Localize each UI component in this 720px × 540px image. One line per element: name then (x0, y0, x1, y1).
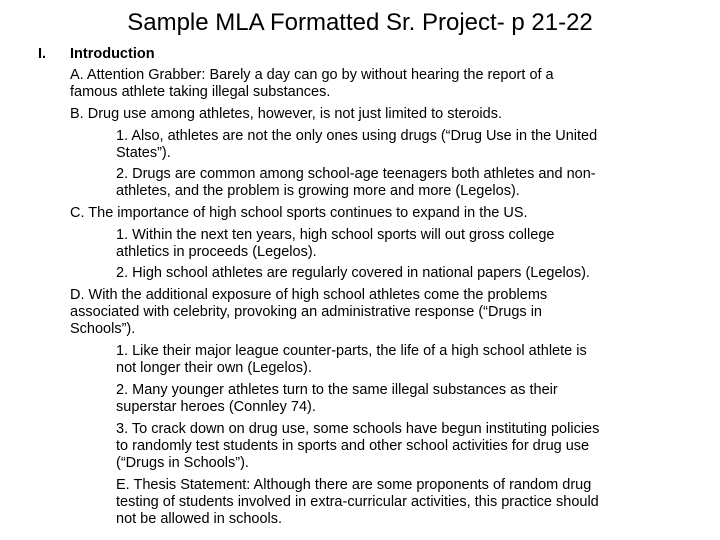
outline-line: 1. Within the next ten years, high school sports will out gross college (116, 227, 555, 243)
outline-line: 2. Many younger athletes turn to the same illegal substances as their (116, 382, 558, 398)
outline-line: 2. High school athletes are regularly covered in national papers (Legelos). (116, 265, 590, 281)
outline-line: 3. To crack down on drug use, some schools have begun instituting policies (116, 421, 600, 437)
outline-line: D. With the additional exposure of high school athletes come the problems (70, 287, 548, 303)
outline-line: to randomly test students in sports and other school activities for drug use (116, 438, 590, 454)
outline-line: testing of students involved in extra-curricular activities, this practice should (116, 494, 599, 510)
outline-line: associated with celebrity, provoking an administrative response (“Drugs in (70, 304, 543, 320)
outline-line: 2. Drugs are common among school-age teenagers both athletes and non- (116, 166, 596, 182)
outline-line: superstar heroes (Connley 74). (116, 399, 316, 415)
outline-line: not longer their own (Legelos). (116, 360, 312, 376)
outline-line: A. Attention Grabber: Barely a day can go by without hearing the report of a (70, 67, 554, 83)
outline-line: not be allowed in schools. (116, 511, 283, 527)
section-heading: Introduction (70, 46, 155, 62)
outline-line: athletes, and the problem is growing more and more (Legelos). (116, 183, 520, 199)
outline-line: athletics in proceeds (Legelos). (116, 244, 317, 260)
outline-line: States”). (116, 145, 171, 161)
outline-line: B. Drug use among athletes, however, is not just limited to steroids. (70, 106, 502, 122)
outline-line: famous athlete taking illegal substances. (70, 84, 331, 100)
outline-line: C. The importance of high school sports continues to expand in the US. (70, 205, 528, 221)
outline-line: (“Drugs in Schools”). (116, 455, 249, 471)
outline-line: E. Thesis Statement: Although there are some proponents of random drug (116, 477, 592, 493)
outline-line: 1. Also, athletes are not the only ones using drugs (“Drug Use in the United (116, 128, 598, 144)
slide-title: Sample MLA Formatted Sr. Project- p 21-22 (127, 9, 593, 36)
outline-line: 1. Like their major league counter-parts, the life of a high school athlete is (116, 343, 587, 359)
outline-line: Schools”). (70, 321, 136, 337)
section-numeral: I. (38, 46, 47, 62)
